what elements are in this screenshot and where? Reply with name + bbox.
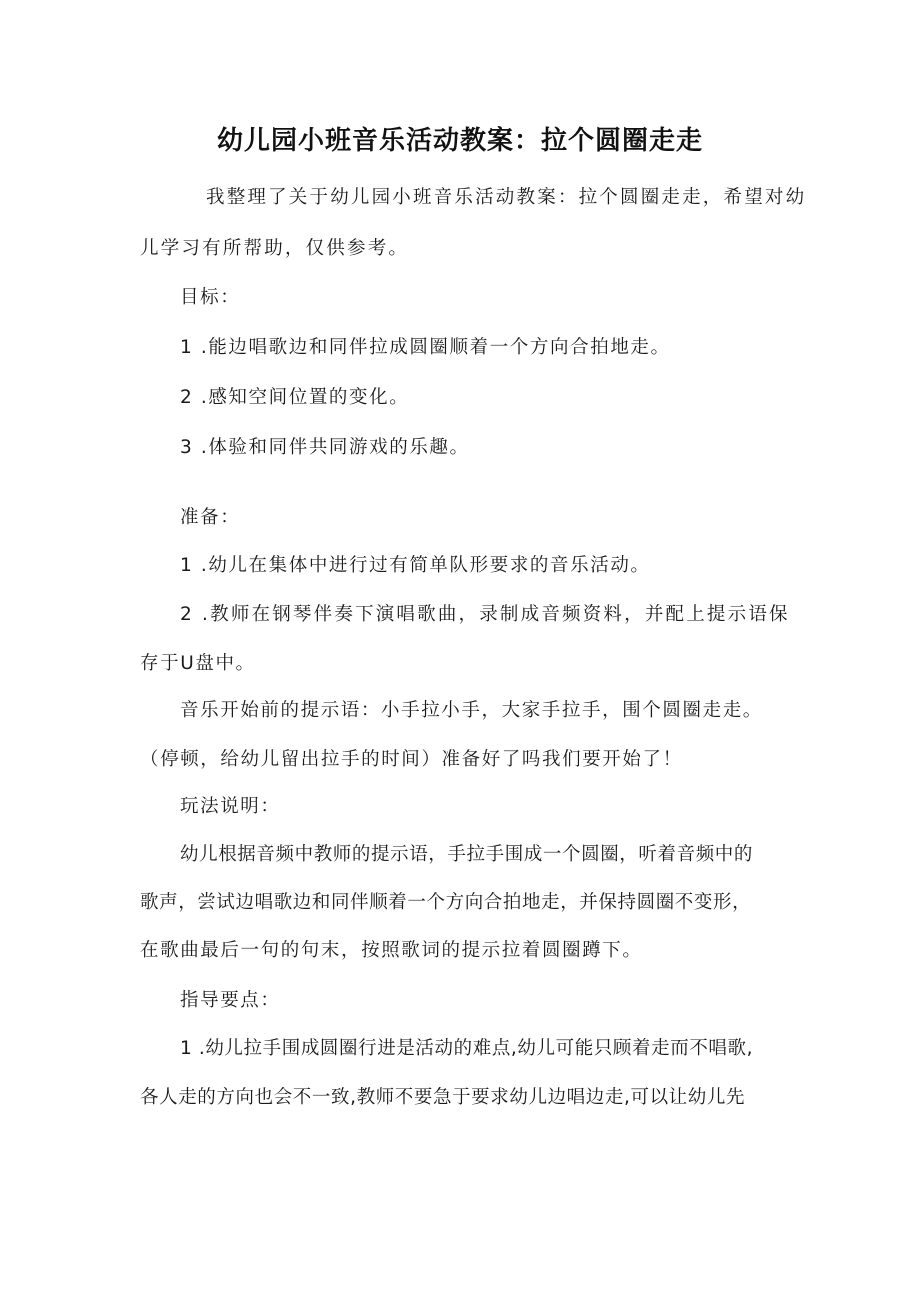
rules-heading: 玩法说明： — [180, 796, 281, 817]
rules-line-3: 在歌曲最后一句的句末，按照歌词的提示拉着圆圈蹲下。 — [140, 940, 643, 961]
guide-heading: 指导要点： — [180, 990, 281, 1011]
cue-line-1: 音乐开始前的提示语：小手拉小手，大家手拉手，围个圆圈走走。 — [180, 700, 763, 721]
goal-item-1: 1 .能边唱歌边和同伴拉成圆圈顺着一个方向合拍地走。 — [180, 337, 671, 358]
document-title: 幼儿园小班音乐活动教案：拉个圆圈走走 — [216, 126, 703, 156]
prep-heading: 准备： — [180, 507, 241, 528]
prep-item-1: 1 .幼儿在集体中进行过有简单队形要求的音乐活动。 — [180, 555, 651, 576]
intro-line-2: 儿学习有所帮助，仅供参考。 — [140, 238, 410, 259]
rules-line-2: 歌声，尝试边唱歌边和同伴顺着一个方向合拍地走，并保持圆圈不变形， — [140, 892, 752, 913]
guide-item-1-line-1: 1 .幼儿拉手围成圆圈行进是活动的难点,幼儿可能只顾着走而不唱歌, — [180, 1038, 754, 1059]
goals-heading: 目标： — [180, 287, 241, 308]
guide-item-1-line-2: 各人走的方向也会不一致,教师不要急于要求幼儿边唱边走,可以让幼儿先 — [140, 1087, 746, 1108]
goal-item-3: 3 .体验和同伴共同游戏的乐趣。 — [180, 437, 470, 458]
cue-line-2: （停顿，给幼儿留出拉手的时间）准备好了吗我们要开始了！ — [140, 749, 683, 770]
prep-item-2-line-2: 存于U盘中。 — [140, 653, 256, 674]
intro-line-1: 我整理了关于幼儿园小班音乐活动教案：拉个圆圈走走，希望对幼 — [206, 187, 807, 208]
goal-item-2: 2 .感知空间位置的变化。 — [180, 387, 410, 408]
prep-item-2-line-1: 2 .教师在钢琴伴奏下演唱歌曲，录制成音频资料，并配上提示语保 — [180, 604, 790, 625]
rules-line-1: 幼儿根据音频中教师的提示语，手拉手围成一个圆圈，听着音频中的 — [180, 844, 754, 865]
